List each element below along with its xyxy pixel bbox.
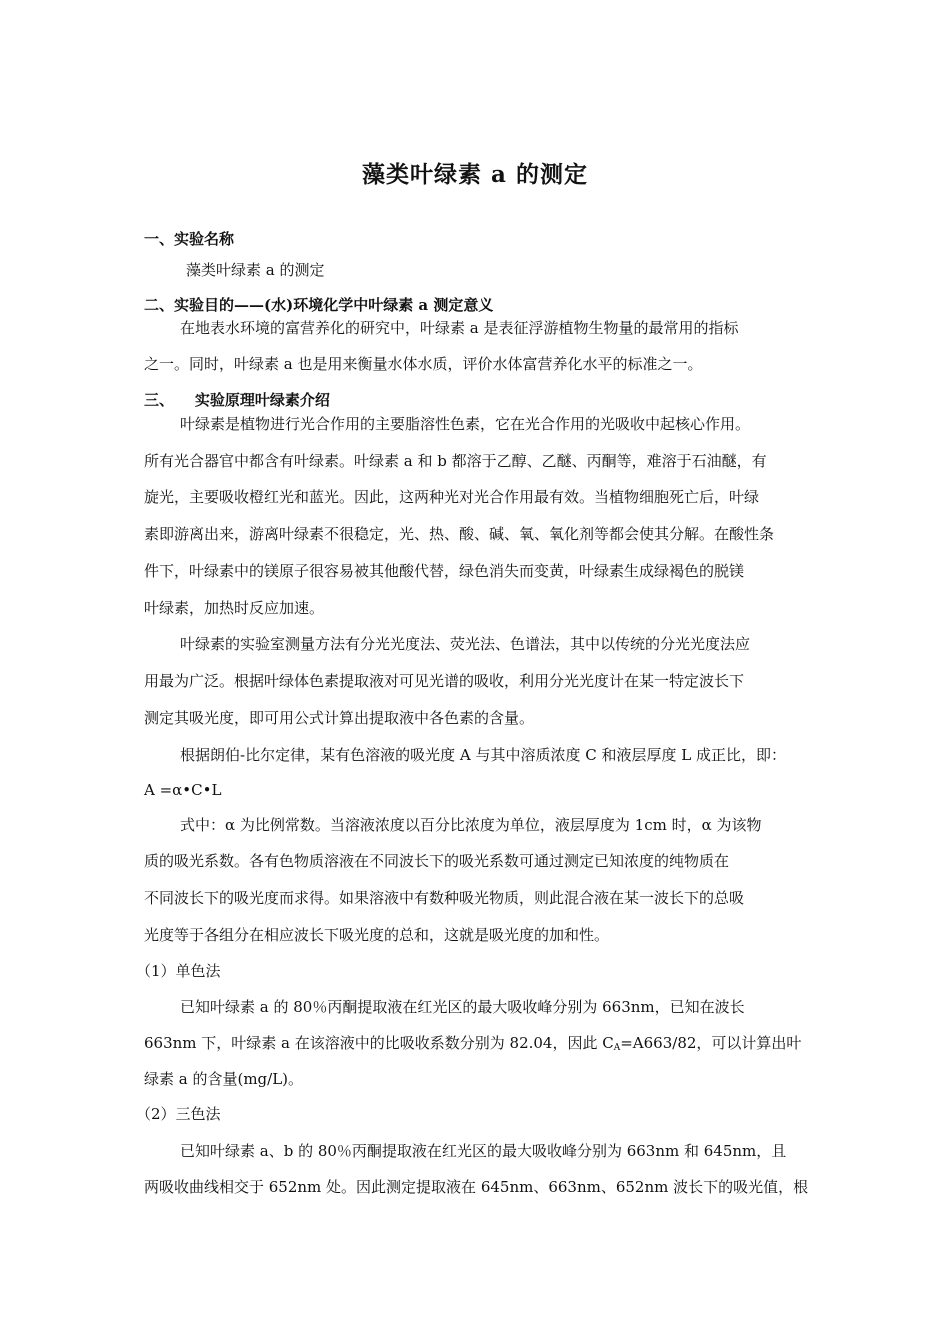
section-1-heading: 一、实验名称 [144,230,235,248]
paragraph-line: 两吸收曲线相交于 652nm 处。因此测定提取液在 645nm、663nm、652nm 波长下的吸光值，根 [144,1178,809,1196]
method-2-label: （2）三色法 [136,1105,221,1123]
text-segment: 663nm 下，叶绿素 a 在该溶液中的比吸收系数分别为 82.04，因此 C [144,1034,614,1052]
paragraph-line: 件下，叶绿素中的镁原子很容易被其他酸代替，绿色消失而变黄，叶绿素生成绿褐色的脱镁 [144,562,745,580]
paragraph-line: 用最为广泛。根据叶绿体色素提取液对可见光谱的吸收，利用分光光度计在某一特定波长下 [144,672,745,690]
section-2-line: 在地表水环境的富营养化的研究中，叶绿素 a 是表征浮游植物生物量的最常用的指标 [180,319,739,337]
paragraph-line: 叶绿素的实验室测量方法有分光光度法、荧光法、色谱法，其中以传统的分光光度法应 [180,635,751,653]
section-3-heading [144,389,330,410]
paragraph-line [144,1033,801,1058]
paragraph-line: 叶绿素是植物进行光合作用的主要脂溶性色素，它在光合作用的光吸收中起核心作用。 [180,415,751,433]
paragraph-line: 根据朗伯-比尔定律，某有色溶液的吸光度 A 与其中溶质浓度 C 和液层厚度 L 成正比，即： [180,746,786,764]
paragraph-line: 式中：α 为比例常数。当溶液浓度以百分比浓度为单位，液层厚度为 1cm 时，α 为该物 [180,816,762,834]
text-segment: =A663/82，可以计算出叶 [620,1034,802,1052]
section-1-text: 藻类叶绿素 a 的测定 [186,261,325,279]
document-title: 藻类叶绿素 a 的测定 [362,161,588,188]
paragraph-line: 已知叶绿素 a 的 80％丙酮提取液在红光区的最大吸收峰分别为 663nm，已知在波长 [180,998,745,1016]
section-2-line: 之一。同时，叶绿素 a 也是用来衡量水体水质，评价水体富营养化水平的标准之一。 [144,355,703,373]
section-3-heading-text: 三、 实验原理叶绿素介绍 [144,391,330,409]
method-1-label: （1）单色法 [136,962,221,980]
paragraph-line: 测定其吸光度，即可用公式计算出提取液中各色素的含量。 [144,709,535,727]
paragraph-line: 旋光，主要吸收橙红光和蓝光。因此，这两种光对光合作用最有效。当植物细胞死亡后，叶绿 [144,488,760,506]
paragraph-line: 绿素 a 的含量(mg/L)。 [144,1070,304,1088]
paragraph-line: 已知叶绿素 a、b 的 80％丙酮提取液在红光区的最大吸收峰分别为 663nm 和 645nm，且 [180,1142,787,1160]
paragraph-line: 素即游离出来，游离叶绿素不很稳定，光、热、酸、碱、氧、氧化剂等都会使其分解。在酸性条 [144,525,775,543]
paragraph-line: 质的吸光系数。各有色物质溶液在不同波长下的吸光系数可通过测定已知浓度的纯物质在 [144,852,730,870]
paragraph-line: 所有光合器官中都含有叶绿素。叶绿素 a 和 b 都溶于乙醇、乙醚、丙酮等，难溶于石油醚，有 [144,452,767,470]
paragraph-line: 光度等于各组分在相应波长下吸光度的总和，这就是吸光度的加和性。 [144,926,610,944]
paragraph-line: 叶绿素，加热时反应加速。 [144,599,325,617]
subscript: A [613,1043,621,1053]
formula: A =α•C•L [144,781,222,799]
section-2-heading: 二、实验目的——(水)环境化学中叶绿素 a 测定意义 [144,296,494,314]
paragraph-line: 不同波长下的吸光度而求得。如果溶液中有数种吸光物质，则此混合液在某一波长下的总吸 [144,889,745,907]
